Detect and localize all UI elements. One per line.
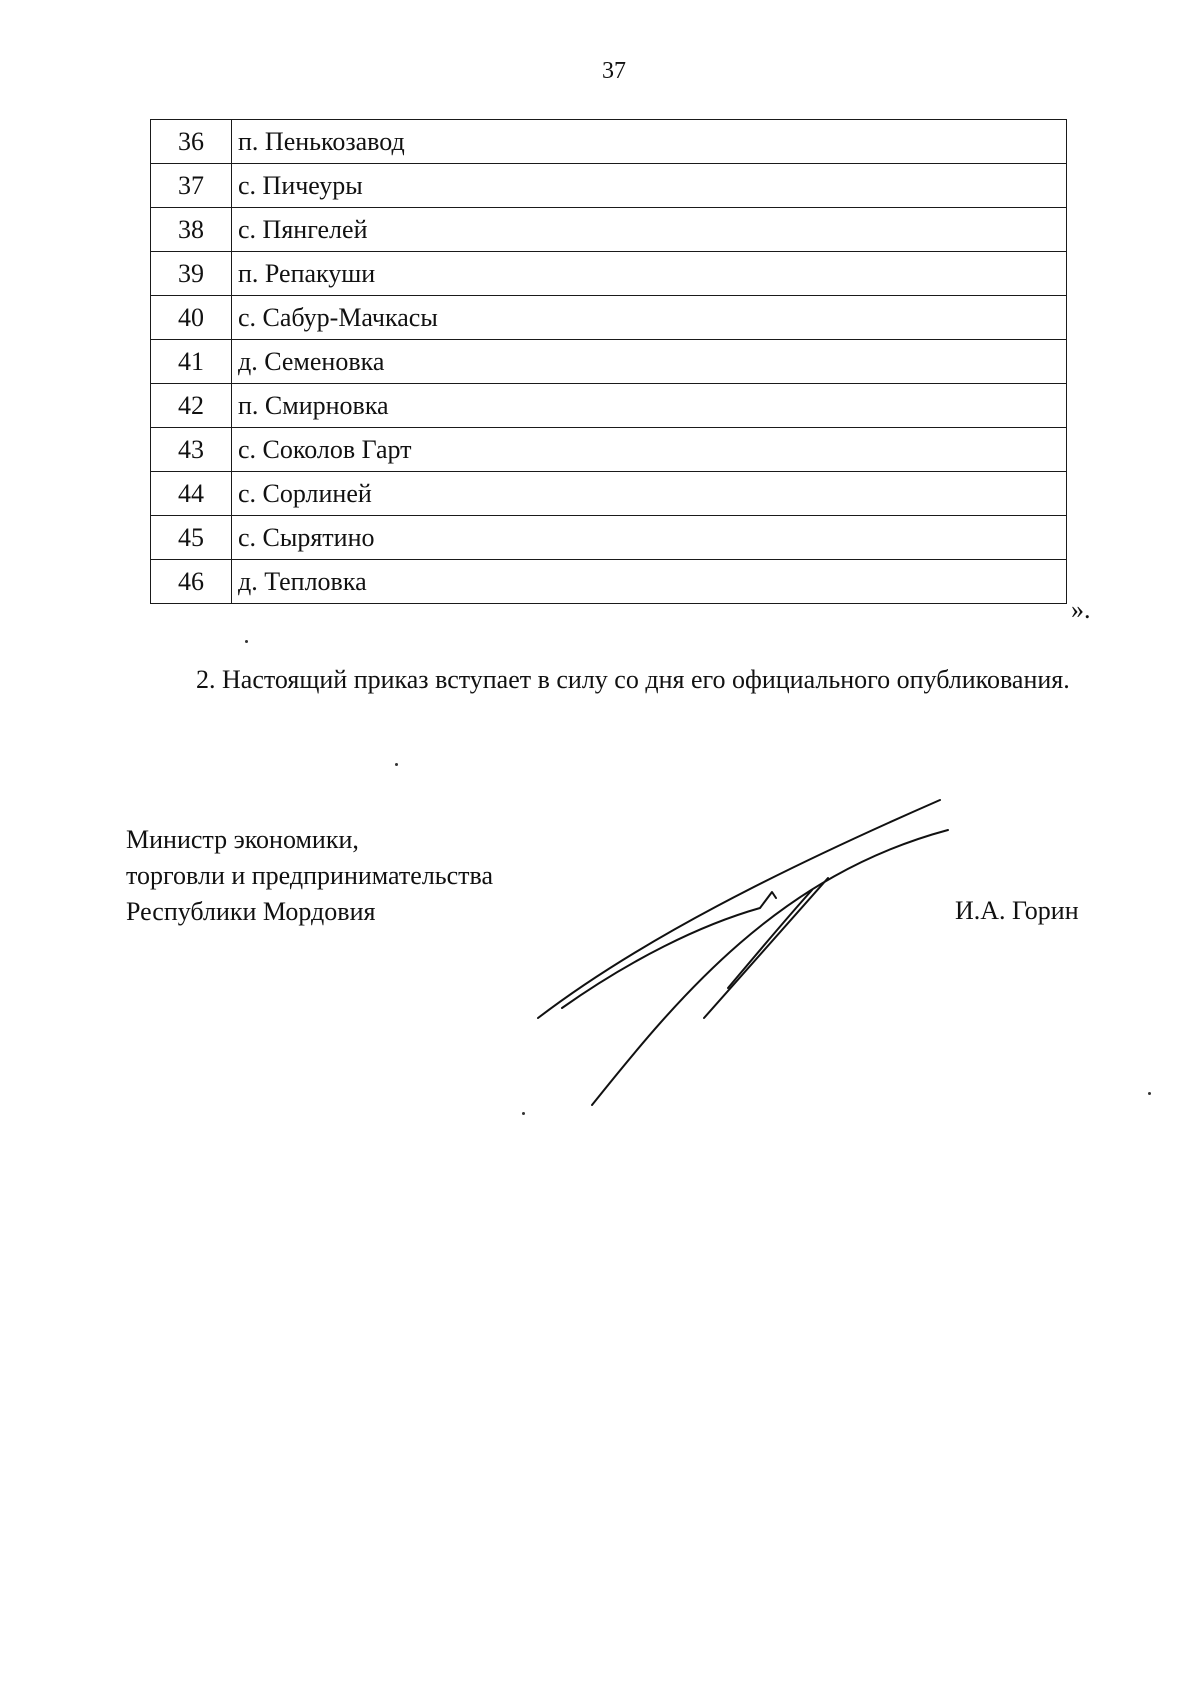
signatory-position [126,822,493,930]
settlements-table-body [151,120,1067,604]
row-number: 43 [151,428,232,472]
table-row [151,164,1067,208]
settlement-name: с. Сорлиней [232,472,1067,516]
handwritten-signature [520,790,980,1120]
table-row [151,208,1067,252]
settlement-name: п. Репакуши [232,252,1067,296]
table-row [151,340,1067,384]
settlement-name: д. Тепловка [232,560,1067,604]
scan-speck [522,1112,525,1115]
table-row [151,560,1067,604]
signatory-name: И.А. Горин [955,896,1079,925]
signatory-position-line: Республики Мордовия [126,897,376,926]
row-number: 36 [151,120,232,164]
row-number: 40 [151,296,232,340]
row-number: 38 [151,208,232,252]
scan-speck [245,640,248,643]
row-number: 46 [151,560,232,604]
settlement-name: п. Пенькозавод [232,120,1067,164]
settlement-name: с. Сабур-Мачкасы [232,296,1067,340]
table-row [151,120,1067,164]
row-number: 39 [151,252,232,296]
table-row [151,516,1067,560]
settlement-name: с. Сырятино [232,516,1067,560]
scan-speck [1148,1092,1151,1095]
settlement-name: с. Пичеуры [232,164,1067,208]
settlement-name: п. Смирновка [232,384,1067,428]
page-number: 37 [602,58,626,84]
order-effective-paragraph: 2. Настоящий приказ вступает в силу со дня его официального опубликования. [196,665,1070,694]
closing-quote: ». [1071,595,1091,624]
row-number: 41 [151,340,232,384]
settlement-name: с. Соколов Гарт [232,428,1067,472]
table-row [151,384,1067,428]
row-number: 42 [151,384,232,428]
table-row [151,428,1067,472]
table-row [151,252,1067,296]
row-number: 37 [151,164,232,208]
table-row [151,296,1067,340]
scan-speck [395,763,398,766]
settlement-name: д. Семеновка [232,340,1067,384]
settlement-name: с. Пянгелей [232,208,1067,252]
signatory-position-line: Министр экономики, [126,825,359,854]
signatory-position-line: торговли и предпринимательства [126,861,494,890]
settlements-table [150,119,1067,604]
row-number: 44 [151,472,232,516]
table-row [151,472,1067,516]
row-number: 45 [151,516,232,560]
